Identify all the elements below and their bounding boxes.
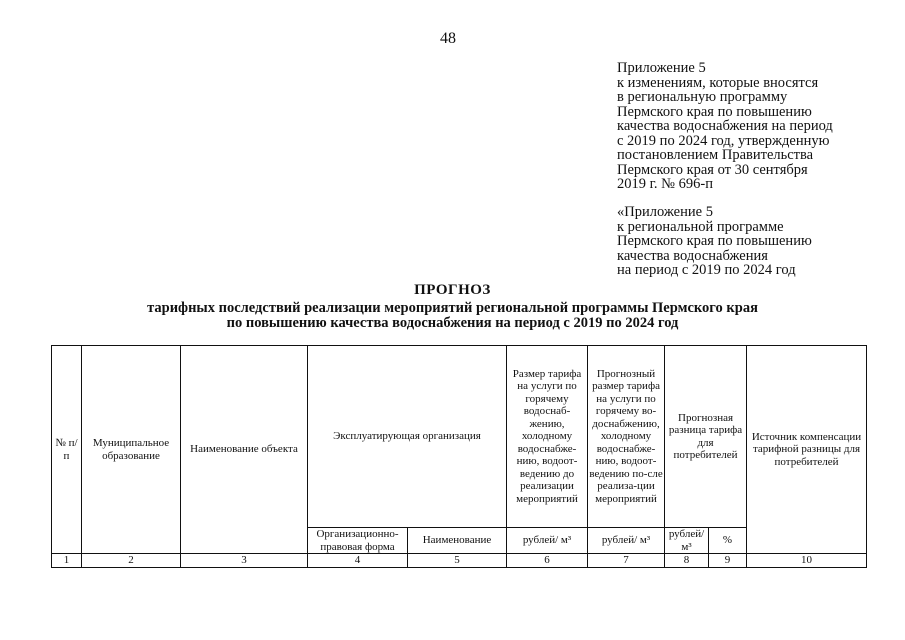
appendix-quote-line: на период с 2019 по 2024 год: [617, 262, 796, 278]
appendix-quote-line: Пермского края по повышению: [617, 233, 812, 249]
unit-difference-rub: рублей/ м³: [665, 528, 709, 554]
appendix-line: Пермского края по повышению: [617, 103, 812, 120]
header-object: Наименование объекта: [181, 346, 308, 554]
column-number: 1: [52, 554, 82, 568]
appendix-quote-line: к региональной программе: [617, 218, 784, 235]
header-tariff-difference: Прогнозная разница тарифа для потребителей: [665, 346, 747, 528]
header-compensation-source: Источник компенсации тарифной разницы для потребителей: [747, 346, 867, 554]
unit-tariff-after: рублей/ м³: [588, 528, 665, 554]
column-number: 10: [747, 554, 867, 568]
appendix-line: 2019 г. № 696-п: [617, 176, 713, 192]
unit-difference-pct: %: [709, 528, 747, 554]
header-tariff-before: Размер тарифа на услуги по горячему водоснаб-жению, холодному водоснабже-нию, водоот-ведению до реализации мероприятий: [507, 346, 588, 528]
column-number: 2: [82, 554, 181, 568]
column-number: 7: [588, 554, 665, 568]
appendix-header-block: [617, 61, 833, 192]
appendix-quote-line: качества водоснабжения: [617, 247, 768, 264]
appendix-line: постановлением Правительства: [617, 147, 814, 163]
header-tariff-after: Прогнозный размер тарифа на услуги по горячему во-доснабжению, холодному водоснабже-нию, водоот-ведению по-сле реализа-ции мероприятий: [588, 346, 665, 528]
column-number: 8: [665, 554, 709, 568]
appendix-line: Приложение 5: [617, 60, 706, 76]
appendix-line: к изменениям, которые вносятся: [617, 74, 819, 91]
header-operator: Эксплуатирующая организация: [308, 346, 507, 528]
document-subtitle: [0, 301, 905, 331]
appendix-line: Пермского края от 30 сентября: [617, 161, 808, 178]
subtitle-line: тарифных последствий реализации мероприятий региональной программы Пермского края: [147, 300, 758, 316]
appendix-line: качества водоснабжения на период: [617, 118, 833, 134]
page-number: 48: [440, 30, 456, 47]
appendix-line: в региональную программу: [617, 89, 788, 105]
column-number: 5: [408, 554, 507, 568]
column-number: 4: [308, 554, 408, 568]
appendix-quote-line: «Приложение 5: [617, 204, 713, 220]
appendix-line: с 2019 по 2024 год, утвержденную: [617, 132, 830, 149]
column-number: 6: [507, 554, 588, 568]
forecast-table: [51, 345, 867, 568]
header-num: № п/п: [52, 346, 82, 554]
header-municipality: Муниципальное образование: [82, 346, 181, 554]
subtitle-line: по повышению качества водоснабжения на период с 2019 по 2024 год: [226, 315, 679, 331]
column-number: 3: [181, 554, 308, 568]
appendix-quote-block: [617, 205, 812, 278]
header-operator-name: Наименование: [408, 528, 507, 554]
column-number: 9: [709, 554, 747, 568]
header-operator-form: Организационно-правовая форма: [308, 528, 408, 554]
document-title: ПРОГНОЗ: [414, 282, 491, 298]
unit-tariff-before: рублей/ м³: [507, 528, 588, 554]
